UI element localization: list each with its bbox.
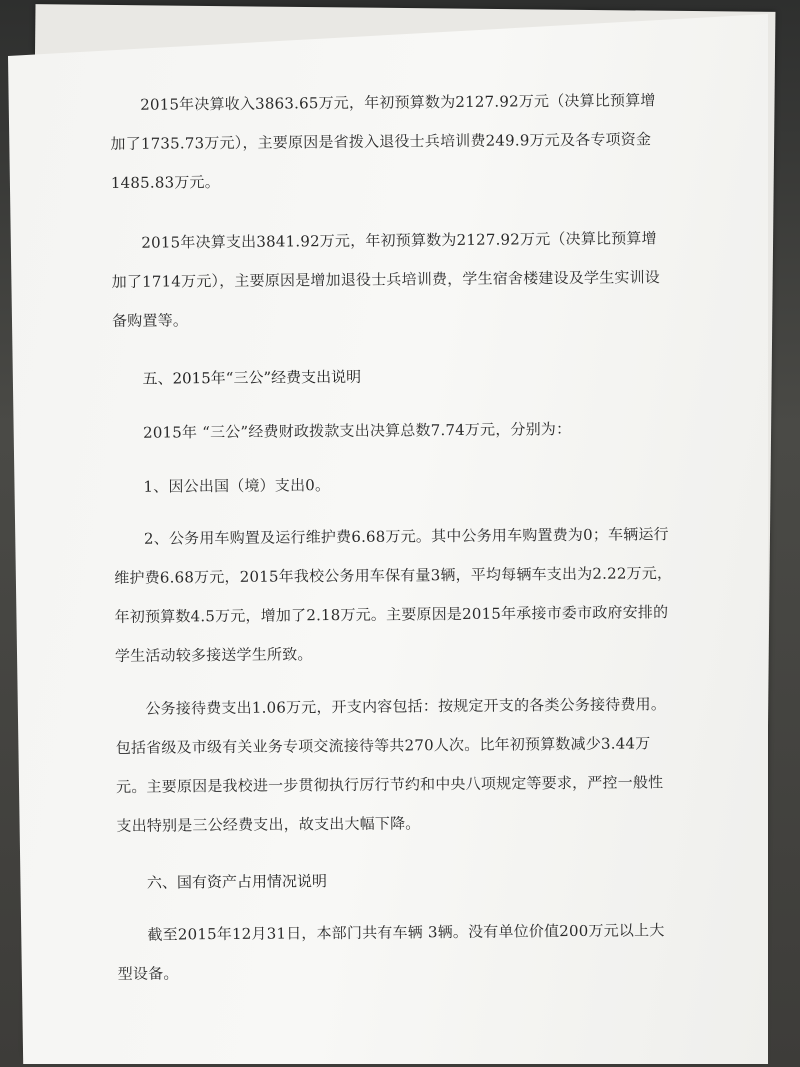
paragraph-overseas-travel: 1、因公出国（境）支出0。 (143, 476, 331, 496)
section-heading-five: 五、2015年“三公”经费支出说明 (142, 367, 362, 388)
paragraph-reception: 公务接待费支出1.06万元，开支内容包括：按规定开支的各类公务接待费用。包括省级及市级有关业务专项交流接待等共270人次。比年初预算数减少3.44万元。主要原因是我校进一步贯彻执行厉行节约和中央八项规定等要求，严控一般性支出特别是三公经费支出，故支出大幅下降。 (115, 695, 667, 835)
paragraph-official-vehicles: 2、公务用车购置及运行维护费6.68万元。其中公务用车购置费为0；车辆运行维护费6.68万元，2015年我校公务用车保有量3辆，平均每辆车支出为2.22万元，年初预算数4.5万元，增加了2.18万元。主要原因是2015年承接市委市政府安排的学生活动较多接送学生所致。 (114, 525, 673, 665)
paragraph-income: 2015年决算收入3863.65万元，年初预算数为2127.92万元（决算比预算增加了1735.73万元），主要原因是省拨入退役士兵培训费249.9万元及各专项资金1485.83万元。 (110, 91, 656, 192)
paragraph-three-public-total: 2015年 “三公”经费财政拨款支出决算总数7.74万元，分别为： (142, 419, 572, 442)
paragraph-expenditure: 2015年决算支出3841.92万元，年初预算数为2127.92万元（决算比预算增加了1714万元），主要原因是增加退役士兵培训费，学生宿舍楼建设及学生实训设备购置等。 (111, 229, 661, 330)
paragraph-state-assets: 截至2015年12月31日，本部门共有车辆 3辆。没有单位价值200万元以上大型设备。 (117, 921, 665, 983)
section-heading-six: 六、国有资产占用情况说明 (146, 872, 328, 892)
